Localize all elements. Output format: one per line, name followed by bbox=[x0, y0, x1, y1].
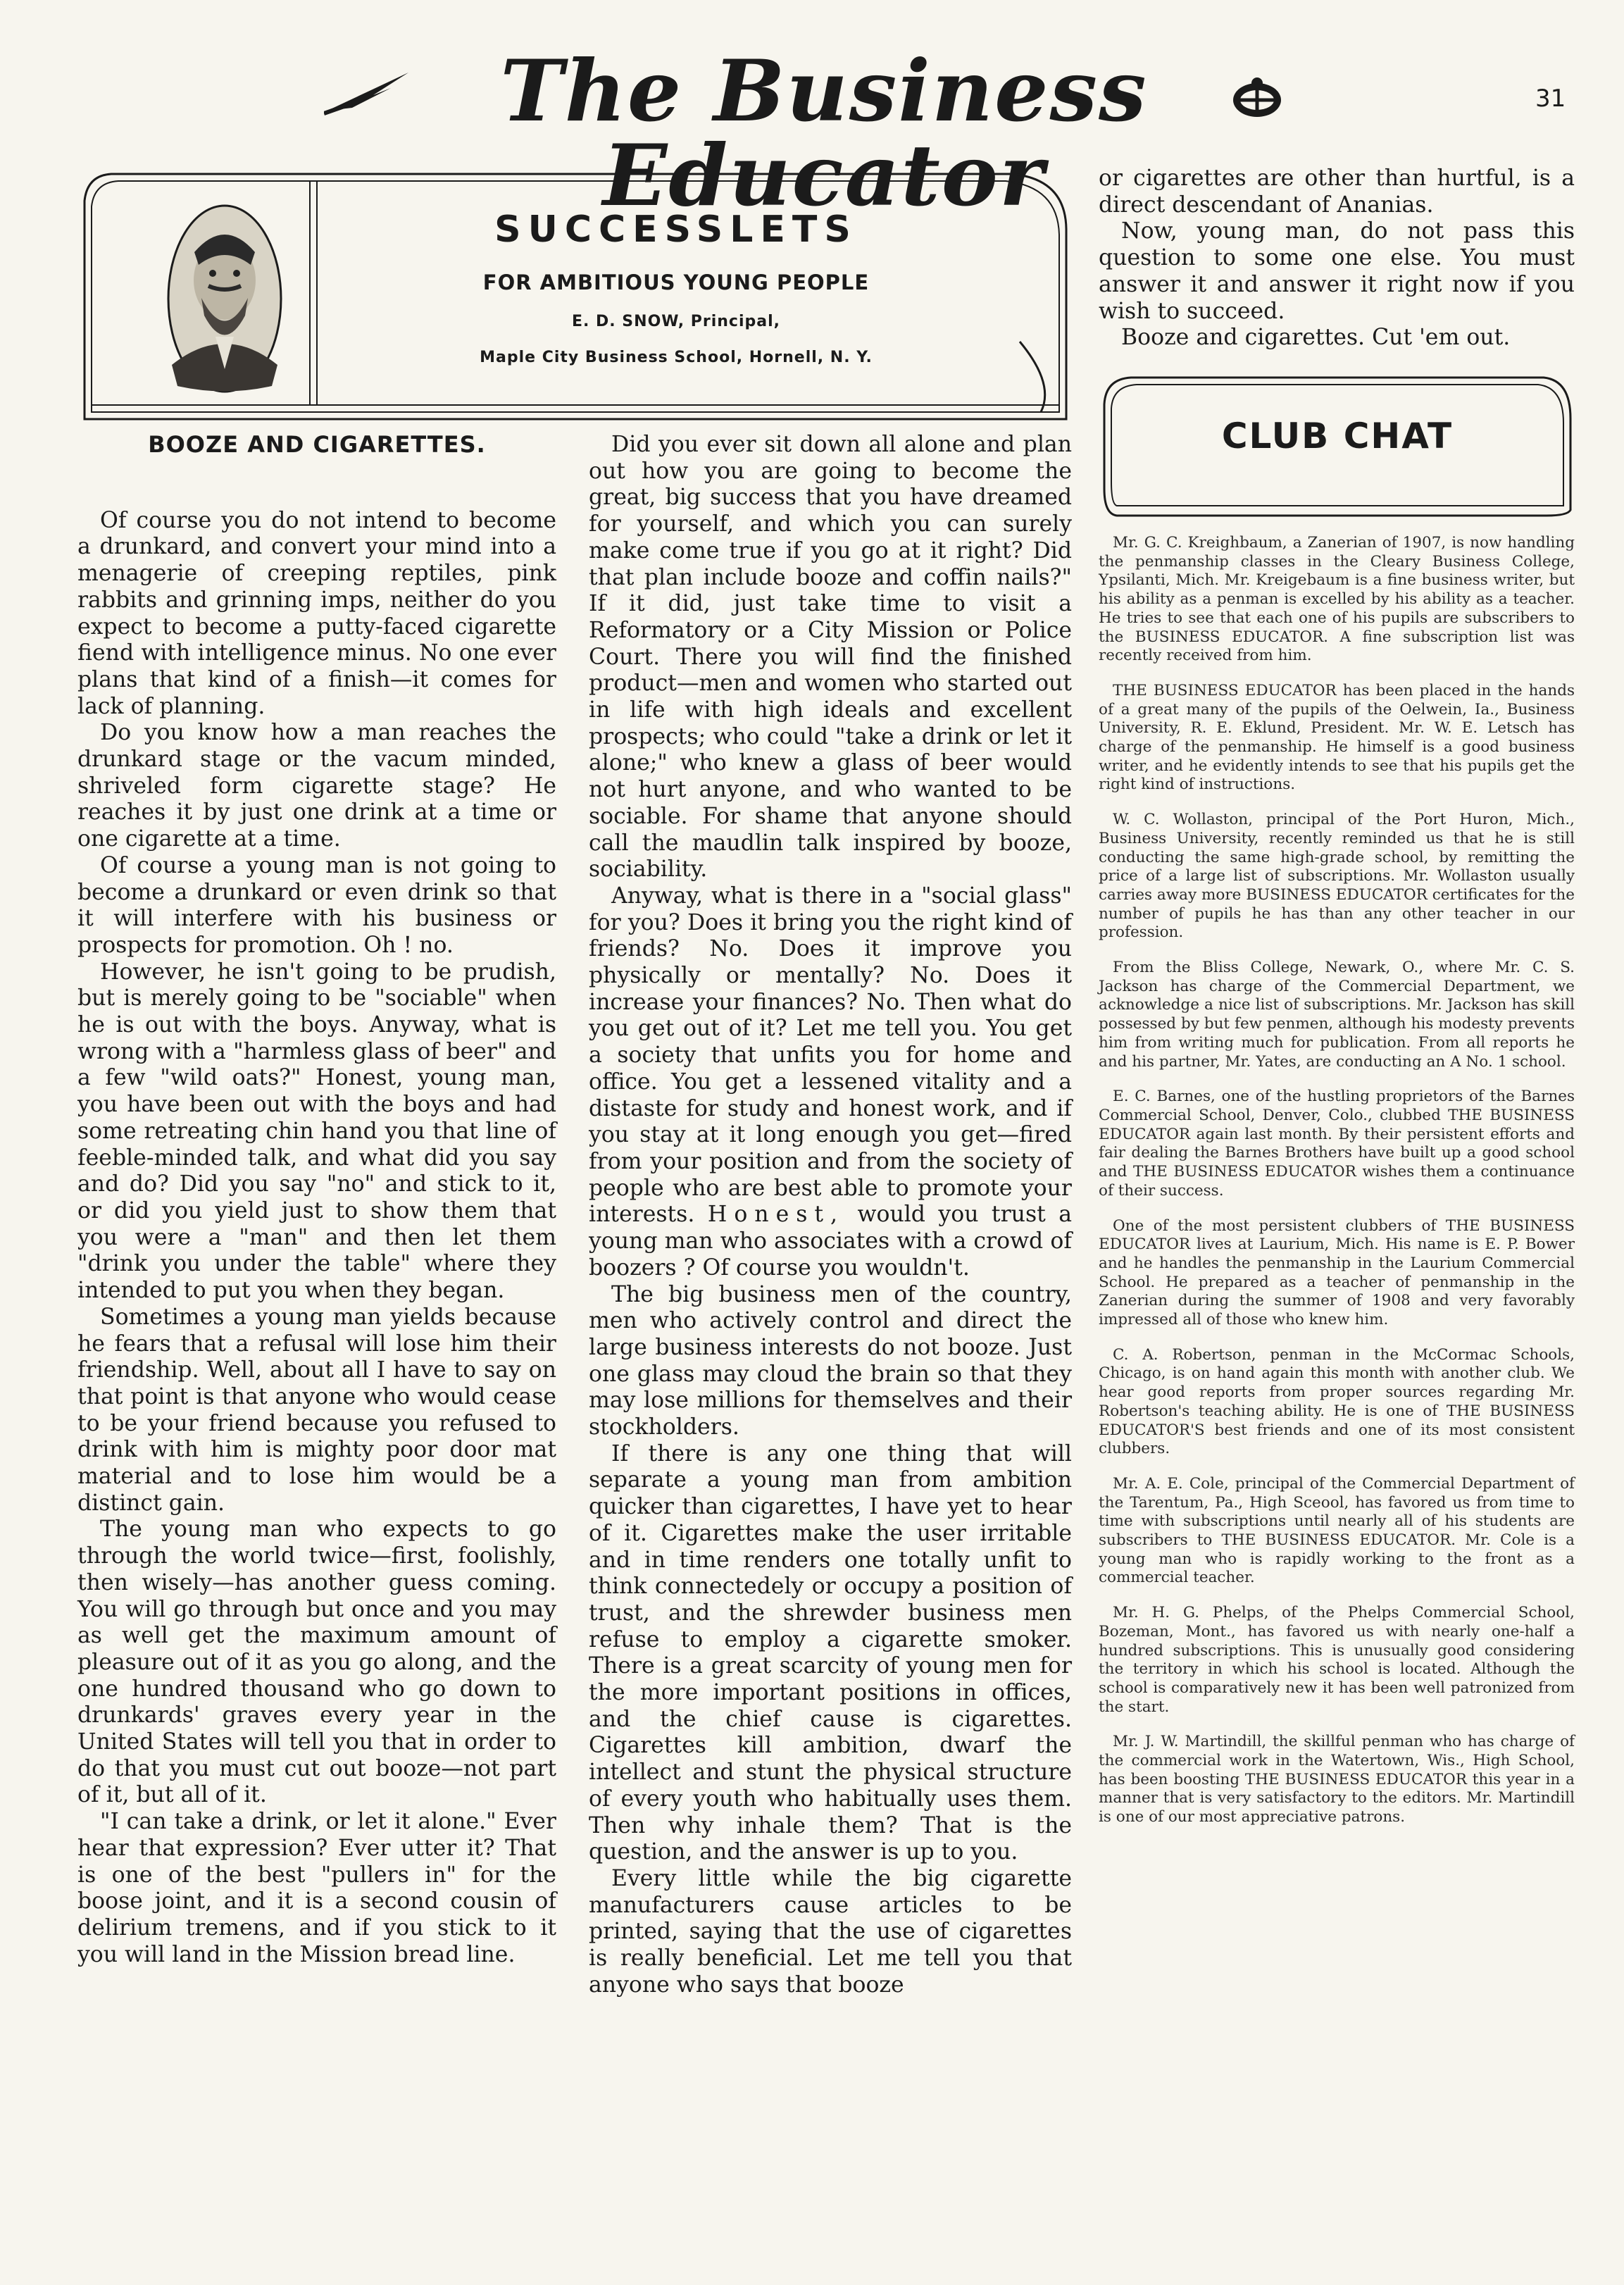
masthead-title: The Business Educator bbox=[500, 42, 1148, 225]
paragraph bbox=[589, 883, 1072, 1282]
article-column-2 bbox=[589, 432, 1072, 1998]
article-heading: BOOZE AND CIGARETTES. bbox=[148, 431, 486, 458]
column-title: SUCCESSLETS bbox=[494, 208, 858, 251]
club-chat-notes bbox=[1099, 534, 1575, 1843]
paragraph: The big business men of the country, men who actively control and direct the large business interests do not booze. Just one glass may cloud the brain so that they may lose millions for themselves and their stockholders. bbox=[589, 1281, 1072, 1440]
paragraph-part: would you trust a young man who associates with a crowd of boozers ? Of course you wouldn't. bbox=[589, 1202, 1073, 1281]
paragraph: Sometimes a young man yields because he fears that a refusal will lose him their friendship. Well, about all I have to say on that point is that anyone who would cease to be your friend because you refused to drink with him is mighty poor door mat material and to lose him would be a distinct gain. bbox=[77, 1304, 556, 1516]
club-note: Mr. J. W. Martindill, the skillful penman who has charge of the commercial work in the Watertown, Wis., High School, has been boosting THE BUSINESS EDUCATOR this year in a manner that is very satisfactory to the editors. Mr. Martindill is one of our most appreciative patrons. bbox=[1099, 1733, 1575, 1826]
article-column-1 bbox=[77, 432, 556, 1968]
club-note: Mr. G. C. Kreighbaum, a Zanerian of 1907, is now handling the penmanship classes in the Cleary Business College, Ypsilanti, Mich. Mr. Kreigebaum is a fine business writer, but his ability as a penman is excelled by his ability as a teacher. He tries to see that each one of his pupils are subscribers to the BUSINESS EDUCATOR. A fine subscription list was recently received from him. bbox=[1099, 534, 1575, 665]
paragraph: If there is any one thing that will separate a young man from ambition quicker than cigarettes, I have yet to hear of it. Cigarettes make the user irritable and in time renders one totally unfit to think connectedely or occupy a position of trust, and the shrewder business men refuse to employ a cigarette smoker. There is a great scarcity of young men for the more important positions in offices, and the chief cause is cigarettes. Cigarettes kill ambition, dwarf the intellect and stunt the physical structure of every youth who habitually uses them. Then why inhale them? That is the question, and the answer is up to you. bbox=[589, 1440, 1072, 1865]
paragraph: Of course a young man is not going to become a drunkard or even drink so that it will interfere with his business or prospects for promotion. Oh ! no. bbox=[77, 852, 556, 958]
school-line: Maple City Business School, Hornell, N. Y. bbox=[480, 349, 873, 366]
bird-emblem-icon bbox=[1229, 76, 1285, 121]
paragraph: Do you know how a man reaches the drunkard stage or the vacum minded, shriveled form cigarette stage? He reaches it by just one drink at a time or one cigarette at a time. bbox=[77, 720, 556, 852]
club-note: From the Bliss College, Newark, O., where Mr. C. S. Jackson has charge of the Commercial Department, we acknowledge a nice list of subscriptions. Mr. Jackson has skill possessed by but few penmen, although his modesty prevents him from writing much for publication. From all reports he and his partner, Mr. Yates, are conducting an A No. 1 school. bbox=[1099, 959, 1575, 1071]
author-portrait bbox=[166, 203, 283, 394]
paragraph: Of course you do not intend to become a drunkard, and convert your mind into a menagerie of creeping reptiles, pink rabbits and grinning imps, neither do you expect to become a putty-faced cigarette fiend with intelligence minus. No one ever plans that kind of a finish—it comes for lack of planning. bbox=[77, 507, 556, 719]
author-line: E. D. SNOW, Principal, bbox=[571, 313, 781, 330]
page-number: 31 bbox=[1535, 85, 1566, 113]
club-note: THE BUSINESS EDUCATOR has been placed in the hands of a great many of the pupils of the Oelwein, Ia., Business University, R. E. Eklund, President. Mr. W. E. Letsch has charge of the penmanship. He himself is a good business writer, and he evidently intends to see that his pupils get the right kind of instructions. bbox=[1099, 681, 1575, 794]
club-chat-title: CLUB CHAT bbox=[1221, 416, 1454, 456]
club-note: W. C. Wollaston, principal of the Port Huron, Mich., Business University, recently reminded us that he is still conducting the same high-grade school, by remitting the price of a large list of subscriptions. Mr. Wollaston usually carries away more BUSINESS EDUCATOR certificates for the number of pupils he has than any other teacher in our profession. bbox=[1099, 811, 1575, 942]
paragraph: or cigarettes are other than hurtful, is a direct descendant of Ananias. bbox=[1099, 166, 1575, 218]
quill-pen-icon bbox=[324, 67, 416, 116]
paragraph: The young man who expects to go through the world twice—first, foolishly, then wisely—has another guess coming. You will go through but once and you may as well get the maximum amount of pleasure out of it as you go along, and the one hundred thousand who go down to drunkards' graves every year in the United States will tell you that in order to do that you must cut out booze—not part of it, but all of it. bbox=[77, 1517, 556, 1808]
paragraph: However, he isn't going to be prudish, but is merely going to be "sociable" when he is out with the boys. Anyway, what is wrong with a "harmless glass of beer" and a few "wild oats?" Honest, young man, you have been out with the boys and had some retreating chin hand you that line of feeble-minded talk, and what did you say and do? Did you say "no" and stick to it, or did you yield just to show them that you were a "man" and then let them "drink you under the table" where they intended to put you when they began. bbox=[77, 959, 556, 1304]
paragraph: Now, young man, do not pass this question to some one else. You must answer it and answer it right now if you wish to succeed. bbox=[1099, 218, 1575, 324]
header-text bbox=[324, 204, 1028, 366]
column-subtitle: FOR AMBITIOUS YOUNG PEOPLE bbox=[482, 270, 870, 294]
spaced-word: Honest, bbox=[707, 1202, 845, 1228]
club-note: Mr. A. E. Cole, principal of the Commercial Department of the Tarentum, Pa., High Sceool, has favored us from time to time with subscriptions until nearly all of his students are subscribers to THE BUSINESS EDUCATOR. Mr. Cole is a young man who is rapidly working to the front as a commercial teacher. bbox=[1099, 1474, 1575, 1587]
article-column-3 bbox=[1099, 166, 1575, 351]
paragraph: Every little while the big cigarette manufacturers cause articles to be printed, saying that the use of cigarettes is really beneficial. Let me tell you that anyone who says that booze bbox=[589, 1865, 1072, 1998]
paragraph-part: Anyway, what is there in a "social glass" for you? Does it bring you the right kind of friends? No. Does it improve you physically or mentally? No. Does it increase your finances? No. Then what do you get out of it? Let me tell you. You get a society that unfits you for home and office. You get a lessened vitality and a distaste for study and honest work, and if you stay at it long enough you get—fired from your position and from the society of people who are best able to promote your interests. bbox=[589, 883, 1072, 1228]
paragraph: "I can take a drink, or let it alone." Ever hear that expression? Ever utter it? That is one of the best "pullers in" for the boose joint, and it is a second cousin of delirium tremens, and if you stick to it you will land in the Mission bread line. bbox=[77, 1809, 556, 1967]
paragraph: Did you ever sit down all alone and plan out how you are going to become the great, big success that you have dreamed for yourself, and which you can surely make come true if you go at it right? Did that plan include booze and coffin nails?" If it did, just take time to visit a Reformatory or a City Mission or Police Court. There you will find the finished product—men and women who started out in life with high ideals and excellent prospects; who could "take a drink or let it alone;" who knew a glass of beer would not hurt anyone, and who wanted to be sociable. For shame that anyone should call the maudlin talk inspired by booze, sociability. bbox=[589, 432, 1072, 883]
club-note: C. A. Robertson, penman in the McCormac Schools, Chicago, is on hand again this month with another club. We hear good reports from proper sources regarding Mr. Robertson's teaching ability. He is one of THE BUSINESS EDUCATOR'S best friends and one of its most consistent clubbers. bbox=[1099, 1345, 1575, 1458]
club-note: Mr. H. G. Phelps, of the Phelps Commercial School, Bozeman, Mont., has favored us with nearly one-half a hundred subscriptions. This is unusually good considering the territory in which his school is located. Although the school is comparatively new it has been well patronized from the start. bbox=[1099, 1604, 1575, 1716]
paragraph: Booze and cigarettes. Cut 'em out. bbox=[1121, 325, 1511, 351]
club-note: One of the most persistent clubbers of THE BUSINESS EDUCATOR lives at Laurium, Mich. His name is E. P. Bower and he handles the penmanship in the Laurium Commercial School. He prepared as a teacher of penmanship in the Zanerian during the summer of 1908 and very favorably impressed all of those who knew him. bbox=[1099, 1216, 1575, 1329]
club-note: E. C. Barnes, one of the hustling proprietors of the Barnes Commercial School, Denver, Colo., clubbed THE BUSINESS EDUCATOR again last month. By their persistent efforts and fair dealing the Barnes Brothers have built up a good school and THE BUSINESS EDUCATOR wishes them a continuance of their success. bbox=[1099, 1088, 1575, 1200]
